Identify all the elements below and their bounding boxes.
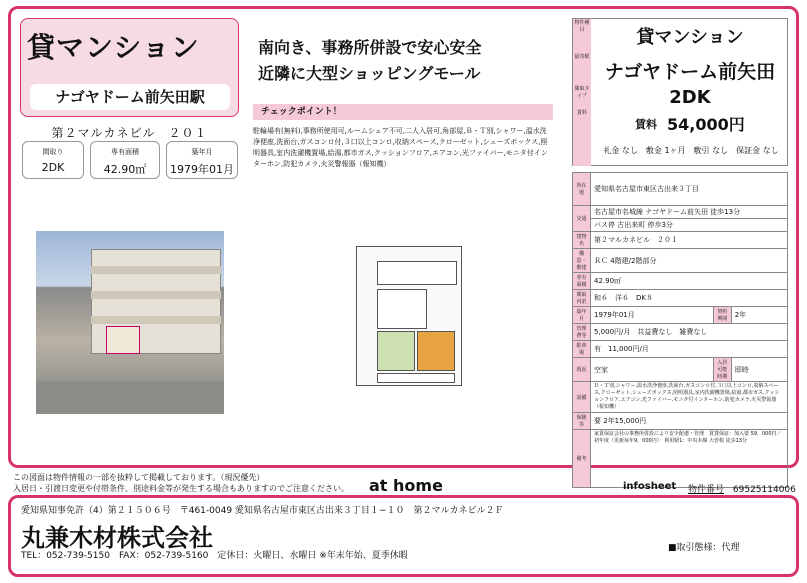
stat-layout [22,141,84,179]
building: 第２マルカネビル ２０１ [591,232,788,249]
term: 2年 [731,307,787,324]
summary-label: 物件種目 [573,19,591,53]
row-label: 所在地 [573,173,591,206]
balcony [91,316,221,324]
rent-value: 54,000円 [667,115,745,134]
row-label: 現況 [573,358,591,382]
property-number-label: 物件番号 [688,485,725,495]
summary-station: ナゴヤドーム前矢田 [604,61,776,83]
checkpoint-header: チェックポイント！ [253,104,553,120]
wet-area [377,261,457,285]
disclaimer-line: この図面は物件情報の一部を抜粋して掲載しております。（現況優先） [13,473,265,482]
contact-line: TEL：052-739-5150 FAX：052-739-5160 定休日：火曜日、水曜日 ※年末年始、夏季休暇 [21,551,408,561]
japanese-room [377,331,415,371]
area: 42.90㎡ [591,273,788,290]
equipment: Ｂ・Ｔ別,シャワー,温水洗浄便座,洗面台,ガスコンロ付,３口以上コンロ,収納スペース,クローゼット,シューズボックス,照明器具,室内洗濯機置場,給湯,都市ガス,クッションフロア,エアコン,光ファイバー,モニタ付インターホン,防犯カメラ,火災警報器（報知機） [591,382,788,413]
row-label: 設備 [573,382,591,413]
row-label: 保険等 [573,413,591,430]
stat-label: 専有面積 [111,148,139,156]
western-room [417,331,455,371]
summary-type: 貸マンション [636,27,744,48]
row-label: 築年月 [573,307,591,324]
station-label: ナゴヤドーム前矢田駅 [30,84,230,110]
stat-built [166,141,238,179]
summary-label: 賃料 [573,109,591,166]
insurance: 要 2年15,000円 [591,413,788,430]
disclaimer-line: 入居日・引渡日変更や付帯条件、別途料金等が発生する場合もありますのでご注意ください。 [13,484,349,493]
dk-room [377,289,427,329]
tagline-2: 近隣に大型ショッピングモール [258,64,481,83]
shop-sign [106,326,140,354]
athome-logo: at home [369,476,443,495]
row-label: 交通 [573,206,591,232]
stat-label: 築年月 [191,148,213,156]
stat-value: 1979年01月 [170,163,234,176]
parking: 有 11,000円/月 [591,341,788,358]
property-number-value: 69525114006 [732,485,796,495]
row-label: 専有面積 [573,273,591,290]
management-fee: 5,000円/月 共益費なし 雑費なし [591,324,788,341]
transaction-mode: ■取引態様：代理 [668,543,740,553]
building-photo [36,231,224,414]
license-line: 愛知県知事免許（4）第２１５０６号 〒461-0049 愛知県名古屋市東区古出来３丁目１−１０ 第２マルカネビル２Ｆ [21,506,504,516]
notes: 家賃保証会社の事務所併設により安全配慮・管理 賃貸保証：加入要 59，000円／初年度（更新毎年9，000円） 利用駅1：中央本線 大曽根 徒歩13分 [591,430,788,488]
floorplan [356,246,462,386]
row-label: 備考 [573,430,591,488]
infosheet-label: infosheet [623,481,677,492]
summary-label: 間取タイプ [573,85,591,109]
tagline-1: 南向き、事務所併設で安心安全 [258,38,482,57]
structure: ＲＣ 4階建/2階部分 [591,249,788,273]
balcony [91,291,221,299]
traffic-1: 名古屋市名城線 ナゴヤドーム前矢田 徒歩13分 [591,206,788,219]
address: 愛知県名古屋市東区古出来３丁目 [591,173,788,206]
balcony [91,266,221,274]
row-label: 管理費等 [573,324,591,341]
row-label: 入居可能時期 [713,358,731,382]
traffic-2: バス停 古出来町 停歩3分 [591,219,788,232]
row-label: 契約期間 [713,307,731,324]
stat-value: 2DK [41,161,65,174]
summary-box [572,18,788,166]
status: 空家 [591,358,714,382]
balcony [377,373,455,383]
detail-table [572,172,788,488]
row-label: 間取内訳 [573,290,591,307]
company-name: 丸兼木材株式会社 [21,524,213,552]
building-name: 第２マルカネビル ２０１ [51,126,208,140]
row-label: 建物名 [573,232,591,249]
room-detail: 和６ 洋６ DK８ [591,290,788,307]
parking-lot [36,381,224,414]
stat-value: 42.90㎡ [103,163,147,176]
property-number [688,482,796,495]
move-in: 即時 [731,358,787,382]
fees: 礼金 なし 敷金 1ヶ月 敷引 なし 保証金 なし [603,146,779,155]
stat-area [90,141,160,179]
stat-label: 間取り [42,148,64,156]
listing-type-title: 貸マンション [27,31,200,64]
summary-layout: 2DK [669,87,711,108]
rent-label: 賃料 [635,118,657,131]
built: 1979年01月 [591,307,714,324]
disclaimer [13,472,358,494]
row-label: 構造・階建 [573,249,591,273]
row-label: 駐車場 [573,341,591,358]
feature-list: 駐輪場有(無料),事務所使用可,ルームシェア不可,二人入居可,角部屋,Ｂ・Ｔ別,シャワー,温水洗浄便座,洗面台,ガスコンロ付,３口以上コンロ,収納スペース,クローゼット,シューズボックス,照明器具,室内洗濯機置場,給湯,都市ガス,クッションフロア,エアコン,光ファイバー,モニタ付インターホン,防犯カメラ,火災警報器（報知機） [253,127,548,168]
summary-label: 最寄駅 [573,53,591,85]
